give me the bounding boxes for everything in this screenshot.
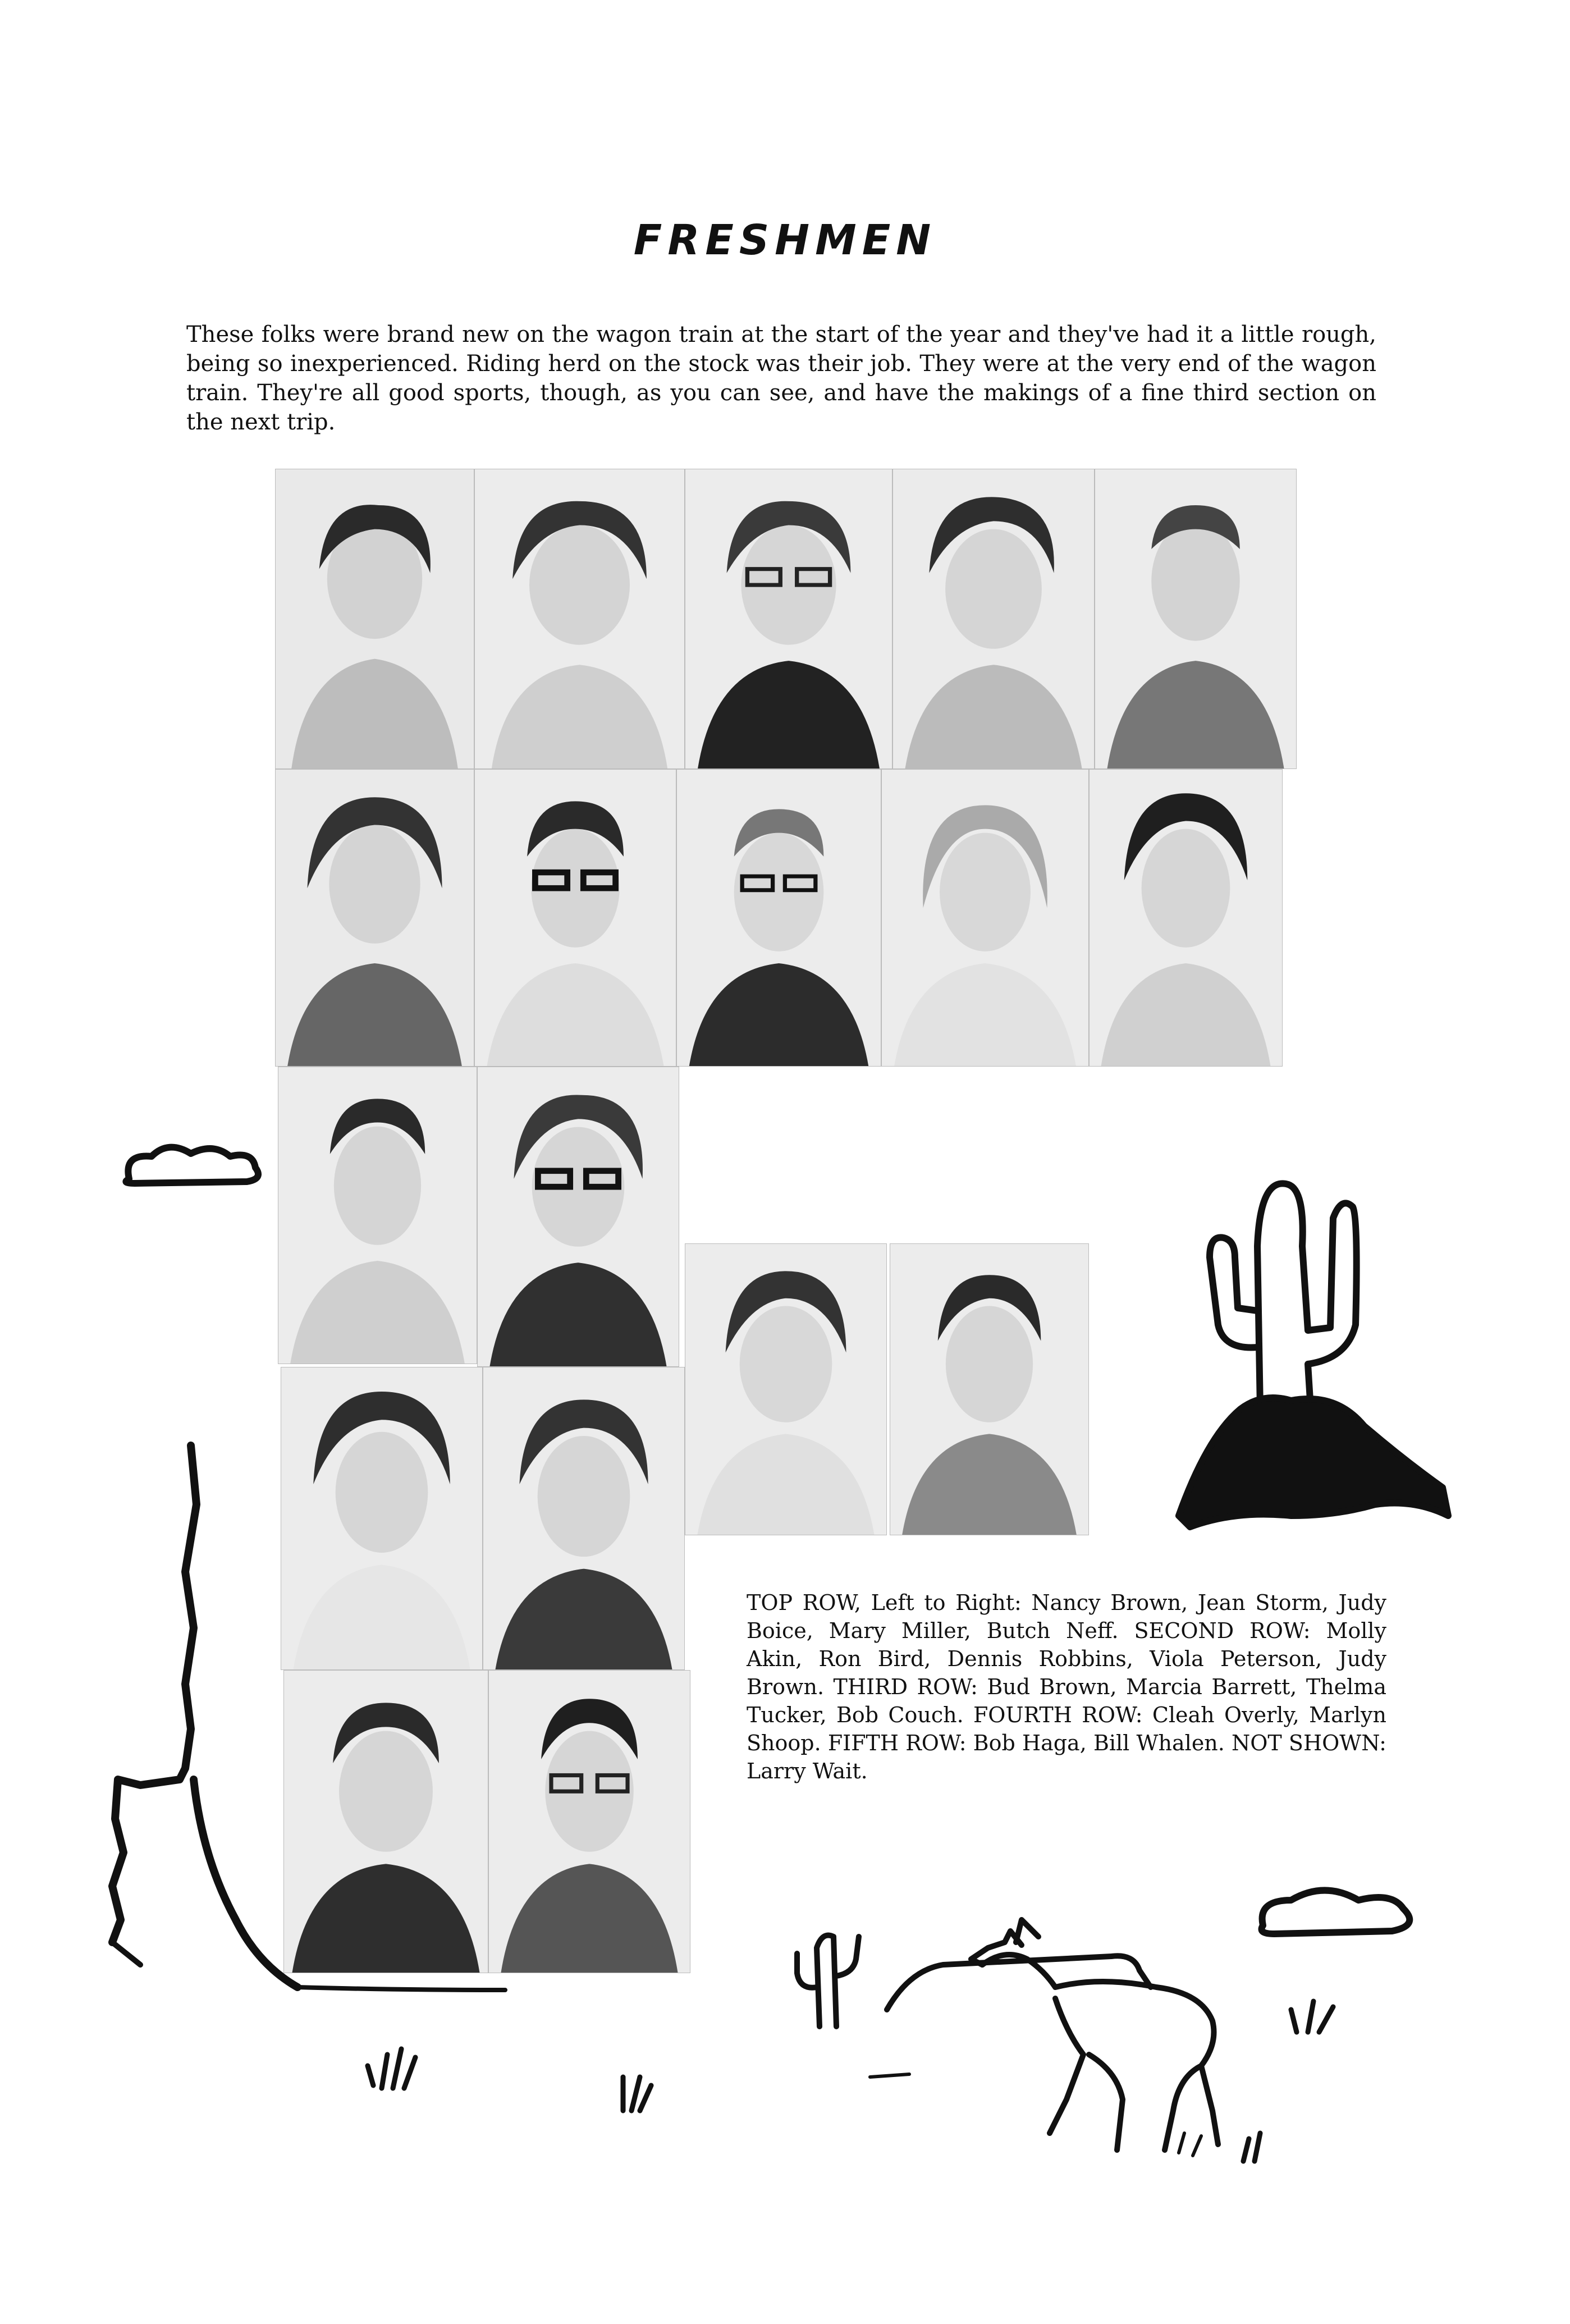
mesa-icon	[112, 1445, 196, 1942]
portrait-photo	[275, 469, 474, 769]
page-title: FRESHMEN	[633, 216, 937, 264]
portrait-photo	[890, 1243, 1089, 1535]
portrait-photo	[685, 1243, 887, 1535]
cloud-icon	[1262, 1891, 1410, 1934]
portrait-photo	[474, 769, 676, 1067]
mesa-icon	[887, 1956, 1151, 2010]
portrait-photo	[685, 469, 892, 769]
grass-icon	[368, 2001, 1333, 2161]
portrait-photo	[676, 769, 881, 1067]
portrait-photo	[477, 1067, 679, 1367]
portrait-photo	[488, 1670, 690, 1973]
names-caption: TOP ROW, Left to Right: Nancy Brown, Jean Storm, Judy Boice, Mary Miller, Butch Neff. SECOND ROW: Molly Akin, Ron Bird, Dennis Robbins, Viola Peterson, Judy Brown. THIRD ROW: Bud Brown, Marcia Barrett, Thelma Tucker, Bob Couch. FOURTH ROW: Cleah Overly, Marlyn Shoop. FIFTH ROW: Bob Haga, Bill Whalen. NOT SHOWN: Larry Wait.	[747, 1590, 1386, 1783]
deer-icon	[971, 1920, 1218, 2150]
portrait-photo	[283, 1670, 488, 1973]
portrait-photo	[275, 769, 474, 1067]
portrait-photo	[278, 1067, 477, 1364]
portrait-photo	[474, 469, 685, 769]
portrait-photo	[483, 1367, 685, 1670]
portrait-photo	[881, 769, 1089, 1067]
cloud-icon	[126, 1147, 258, 1183]
intro-paragraph: These folks were brand new on the wagon train at the start of the year and they've had it a little rough, being so inexperienced. Riding herd on the stock was their job. They were at the very end of the wagon train. They're all good sports, though, as you can see, and have the makings of a fine third section on the next trip.	[186, 322, 1376, 435]
cactus-icon	[797, 1936, 859, 2027]
portrait-photo	[281, 1367, 483, 1670]
portrait-photo	[1095, 469, 1297, 769]
cactus-icon	[1179, 1183, 1448, 1527]
portrait-photo	[892, 469, 1095, 769]
portrait-photo	[1089, 769, 1283, 1067]
